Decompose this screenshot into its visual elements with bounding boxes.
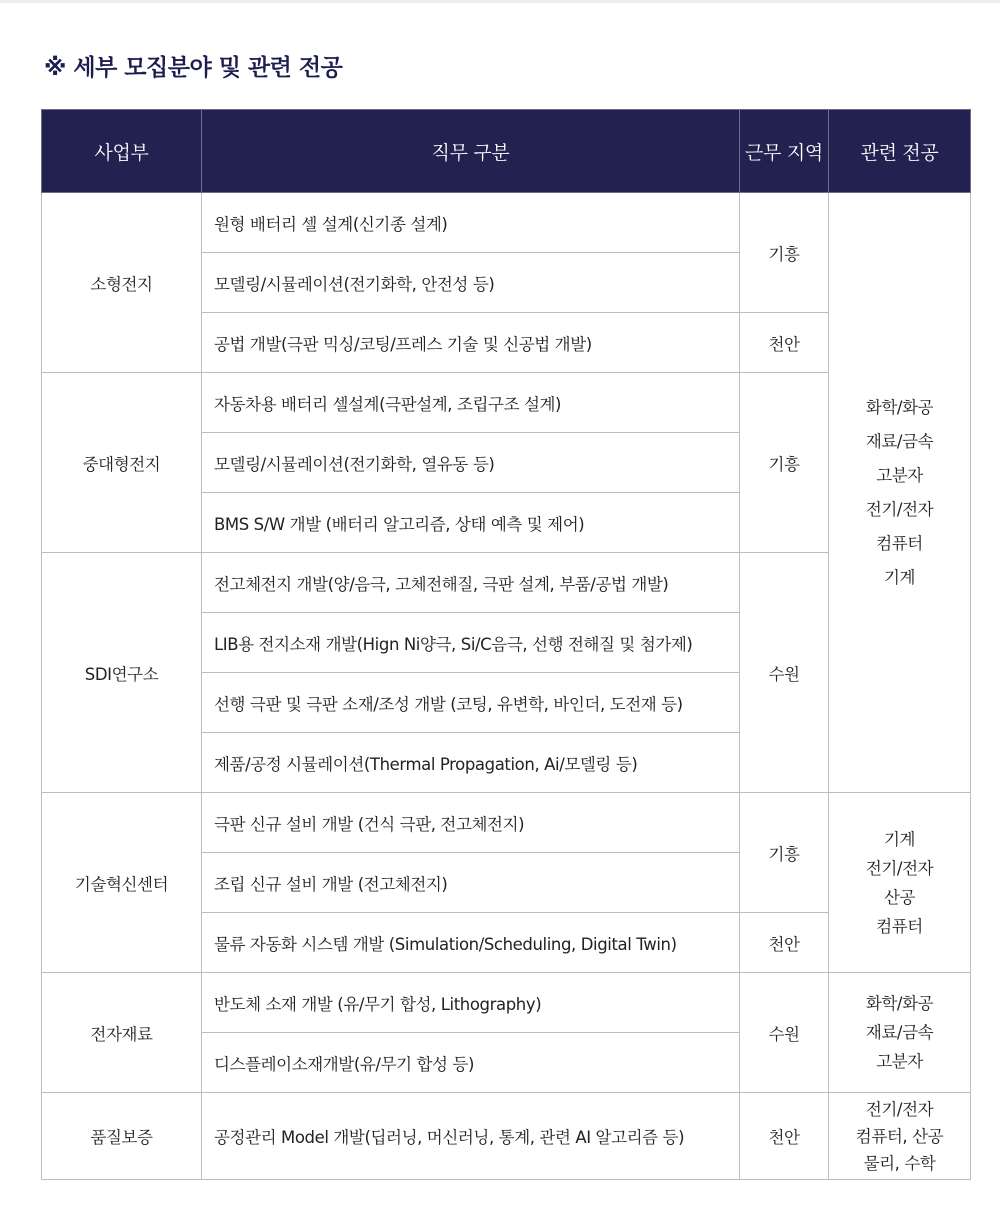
major-item: 화학/화공 xyxy=(865,994,934,1013)
table-header-row xyxy=(42,110,971,193)
major-item: 컴퓨터, 산공 xyxy=(855,1126,944,1146)
job-cell: 반도체 소재 개발 (유/무기 합성, Lithography) xyxy=(202,973,740,1033)
job-cell: 모델링/시뮬레이션(전기화학, 열유동 등) xyxy=(202,433,740,493)
major-item: 기계 xyxy=(883,829,916,849)
job-cell: 디스플레이소재개발(유/무기 합성 등) xyxy=(202,1033,740,1093)
location-cell: 천안 xyxy=(740,313,829,373)
job-cell: 공정관리 Model 개발(딥러닝, 머신러닝, 통계, 관련 AI 알고리즘 등) xyxy=(202,1093,740,1180)
major-item: 재료/금속 xyxy=(865,431,934,451)
major-item: 전기/전자 xyxy=(865,1099,934,1119)
major-item: 전기/전자 xyxy=(865,499,934,519)
header-division: 사업부 xyxy=(42,110,202,193)
location-cell: 수원 xyxy=(740,973,829,1093)
header-location: 근무 지역 xyxy=(740,110,829,193)
header-major: 관련 전공 xyxy=(829,110,971,193)
table-row xyxy=(42,973,971,1033)
job-cell: 극판 신규 설비 개발 (건식 극판, 전고체전지) xyxy=(202,793,740,853)
division-cell: 소형전지 xyxy=(42,193,202,373)
job-cell: 전고체전지 개발(양/음극, 고체전해질, 극판 설계, 부품/공법 개발) xyxy=(202,553,740,613)
table-row xyxy=(42,793,971,853)
job-cell: 선행 극판 및 극판 소재/조성 개발 (코팅, 유변학, 바인더, 도전재 등) xyxy=(202,673,740,733)
major-cell-materials xyxy=(829,973,971,1093)
major-item: 컴퓨터 xyxy=(876,533,923,553)
major-item: 기계 xyxy=(883,567,916,587)
table-row xyxy=(42,193,971,253)
location-cell: 천안 xyxy=(740,1093,829,1180)
job-cell: 조립 신규 설비 개발 (전고체전지) xyxy=(202,853,740,913)
location-cell: 기흥 xyxy=(740,373,829,553)
division-cell: 품질보증 xyxy=(42,1093,202,1180)
table-row xyxy=(42,1093,971,1180)
recruitment-table xyxy=(41,109,971,1180)
job-cell: 제품/공정 시뮬레이션(Thermal Propagation, Ai/모델링 등) xyxy=(202,733,740,793)
header-job: 직무 구분 xyxy=(202,110,740,193)
location-cell: 기흥 xyxy=(740,793,829,913)
job-cell: 원형 배터리 셀 설계(신기종 설계) xyxy=(202,193,740,253)
job-cell: 공법 개발(극판 믹싱/코팅/프레스 기술 및 신공법 개발) xyxy=(202,313,740,373)
major-item: 산공 xyxy=(883,887,916,907)
job-cell: 자동차용 배터리 셀설계(극판설계, 조립구조 설계) xyxy=(202,373,740,433)
job-cell: BMS S/W 개발 (배터리 알고리즘, 상태 예측 및 제어) xyxy=(202,493,740,553)
division-cell: 중대형전지 xyxy=(42,373,202,553)
division-cell: SDI연구소 xyxy=(42,553,202,793)
location-cell: 천안 xyxy=(740,913,829,973)
major-item: 고분자 xyxy=(876,1052,923,1071)
location-cell: 수원 xyxy=(740,553,829,793)
job-cell: 물류 자동화 시스템 개발 (Simulation/Scheduling, Digital Twin) xyxy=(202,913,740,973)
major-cell-battery xyxy=(829,193,971,793)
major-item: 재료/금속 xyxy=(865,1023,934,1042)
major-cell-quality xyxy=(829,1093,971,1180)
major-item: 전기/전자 xyxy=(865,858,934,878)
major-cell-innovation xyxy=(829,793,971,973)
major-item: 고분자 xyxy=(876,465,923,485)
major-item: 화학/화공 xyxy=(865,397,934,417)
job-cell: 모델링/시뮬레이션(전기화학, 안전성 등) xyxy=(202,253,740,313)
job-cell: LIB용 전지소재 개발(Hign Ni양극, Si/C음극, 선행 전해질 및 첨가제) xyxy=(202,613,740,673)
location-cell: 기흥 xyxy=(740,193,829,313)
major-item: 물리, 수학 xyxy=(863,1153,936,1173)
division-cell: 전자재료 xyxy=(42,973,202,1093)
top-divider xyxy=(0,0,1000,3)
major-item: 컴퓨터 xyxy=(876,916,923,936)
page-title: ※ 세부 모집분야 및 관련 전공 xyxy=(44,55,343,81)
division-cell: 기술혁신센터 xyxy=(42,793,202,973)
